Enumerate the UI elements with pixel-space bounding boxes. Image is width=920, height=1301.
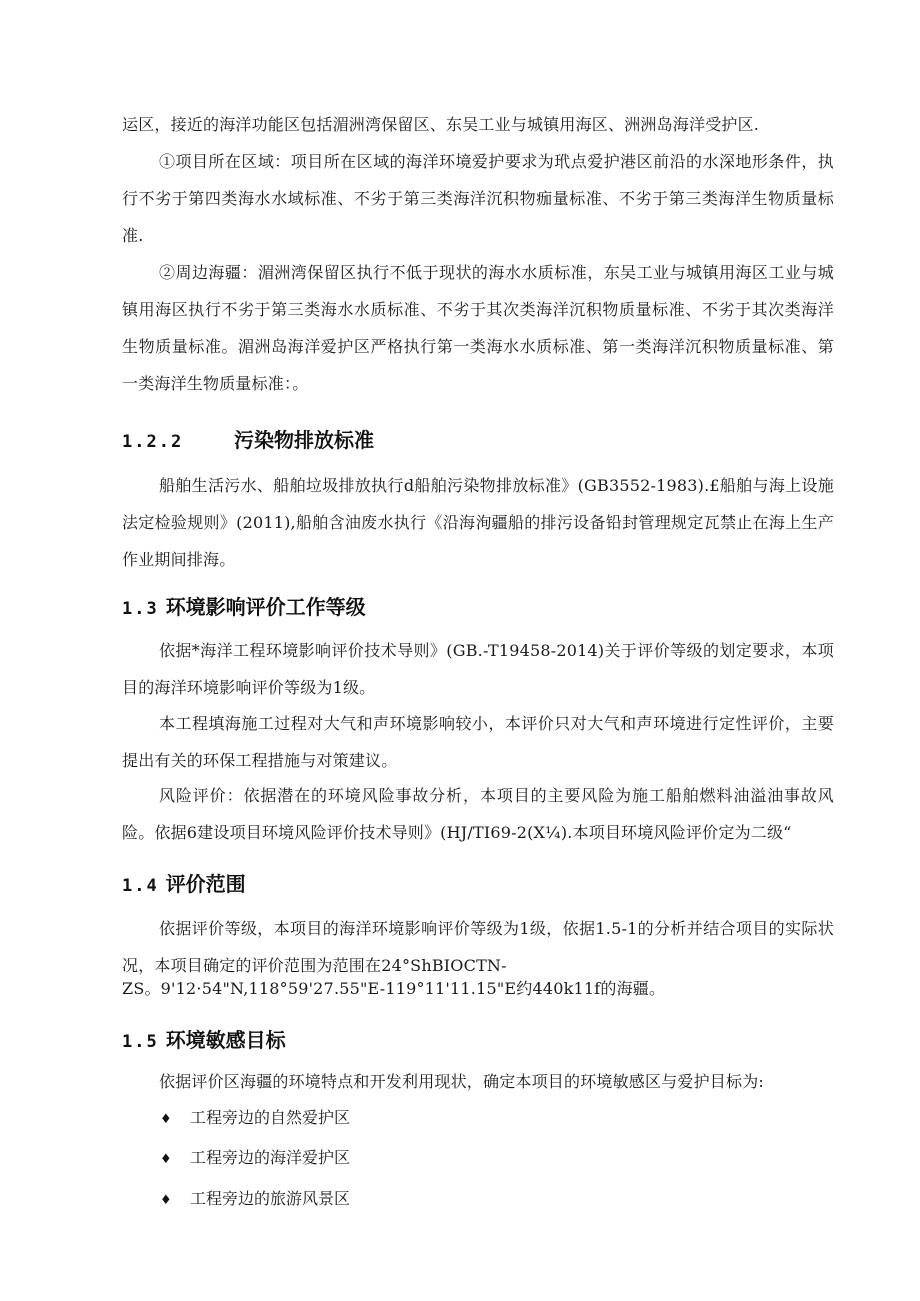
list-item bbox=[160, 1143, 350, 1175]
paragraph-air-noise: 本工程填海施工过程对大气和声环境影响较小，本评价只对大气和声环境进行定性评价，主要提出有关的环保工程措施与对策建议。 bbox=[122, 714, 834, 770]
list-item-text: 工程旁边的旅游风景区 bbox=[190, 1189, 351, 1208]
paragraph-scope-coordinates: ZS。9'12·54"N,118°59'27.55"E-119°11'11.15"E约440k11f的海疆。 bbox=[122, 979, 666, 998]
section-title: 污染物排放标准 bbox=[234, 428, 374, 452]
section-heading-1-2-2 bbox=[122, 425, 834, 457]
list-item bbox=[160, 1184, 350, 1216]
paragraph-sensitive-targets: 依据评价区海疆的环境特点和开发利用现状，确定本项目的环境敏感区与爱护目标为: bbox=[159, 1072, 764, 1091]
section-heading-1-5 bbox=[122, 1025, 834, 1057]
section-number: 1.3 bbox=[122, 599, 159, 619]
paragraph-project-area: ①项目所在区域：项目所在区域的海洋环境爱护要求为玳点爱护港区前沿的水深地形条件，执行不劣于第四类海水水域标准、不劣于第三类海洋沉积物痂量标准、不劣于第三类海洋生物质量标准. bbox=[122, 152, 834, 245]
list-item-text: 工程旁边的海洋爱护区 bbox=[190, 1148, 351, 1167]
paragraph-surrounding-sea: ②周边海疆：湄洲湾保留区执行不低于现状的海水水质标准，东吴工业与城镇用海区工业与城镇用海区执行不劣于第三类海水水质标准、不劣于其次类海洋沉积物质量标准、不劣于其次类海洋生物质量标准。湄洲岛海洋爱护区严格执行第一类海水水质标准、第一类海洋沉积物质量标准、第一类海洋生物质量标准：。 bbox=[122, 263, 834, 393]
section-number: 1.4 bbox=[122, 876, 159, 896]
section-title: 评价范围 bbox=[165, 872, 246, 896]
section-number: 1.5 bbox=[122, 1032, 159, 1052]
section-number: 1.2.2 bbox=[122, 432, 184, 452]
paragraph-intro: 运区，接近的海洋功能区包括湄洲湾保留区、东吴工业与城镇用海区、洲洲岛海洋受护区. bbox=[122, 115, 760, 134]
paragraph-discharge-standard: 船舶生活污水、船舶垃圾排放执行d船舶污染物排放标准》(GB3552-1983).£船舶与海上设施法定检验规则》(2011),船舶含油废水执行《沿海洵疆船的排污设备铅封管理规定瓦禁止在海上生产作业期间排海。 bbox=[122, 476, 834, 569]
section-heading-1-3 bbox=[122, 592, 834, 624]
diamond-bullet-icon: ♦ bbox=[160, 1193, 172, 1208]
paragraph-assessment-level: 依据*海洋工程环境影响评价技术导则》(GB.-T19458-2014)关于评价等级的划定要求，本项目的海洋环境影响评价等级为1级。 bbox=[122, 641, 834, 697]
paragraph-risk-assessment: 风险评价：依据潜在的环境风险事故分析，本项目的主要风险为施工船舶燃料油溢油事故风险。依据6建设项目环境风险评价技术导则》(HJ∕TI69-2(X¼).本项目环境风险评价定为二级“ bbox=[122, 786, 834, 842]
diamond-bullet-icon: ♦ bbox=[160, 1112, 172, 1127]
paragraph-scope: 依据评价等级，本项目的海洋环境影响评价等级为1级，依据1.5-1的分析并结合项目的实际状况，本项目确定的评价范围为范围在24°ShBIOCTN- bbox=[122, 919, 834, 975]
section-heading-1-4 bbox=[122, 869, 834, 901]
section-title: 环境影响评价工作等级 bbox=[165, 595, 366, 619]
list-item-text: 工程旁边的自然爱护区 bbox=[190, 1108, 351, 1127]
section-title: 环境敏感目标 bbox=[165, 1028, 286, 1052]
list-item bbox=[160, 1103, 350, 1135]
diamond-bullet-icon: ♦ bbox=[160, 1152, 172, 1167]
